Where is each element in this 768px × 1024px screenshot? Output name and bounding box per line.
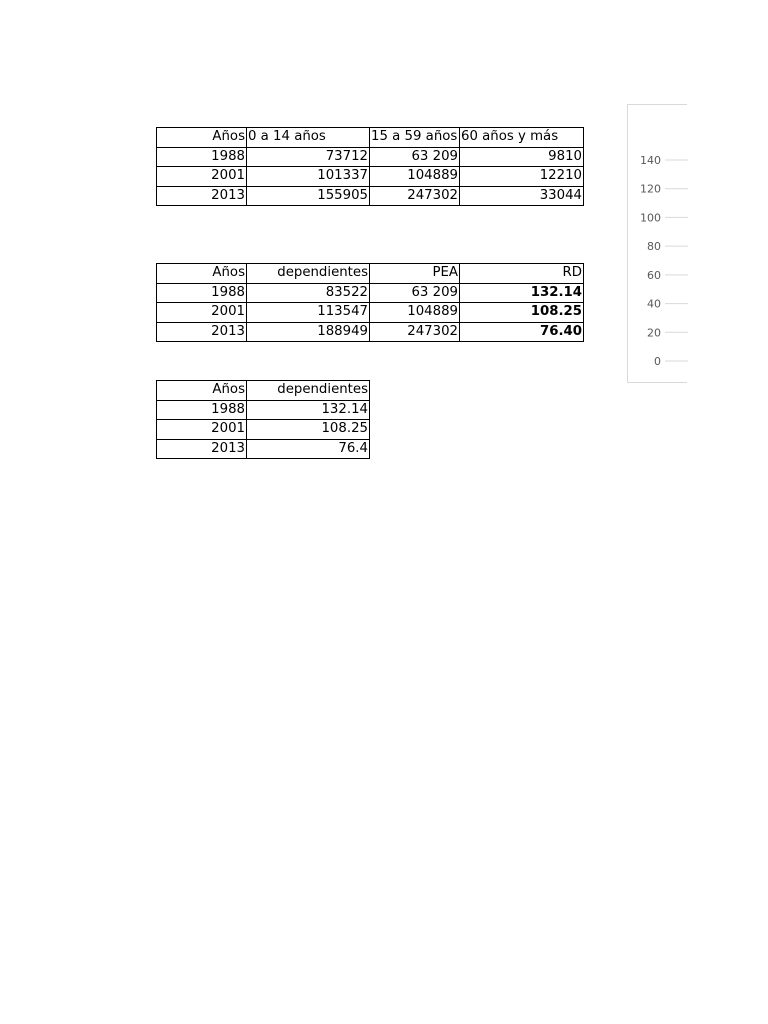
table-header-row xyxy=(157,381,370,401)
table-cell[interactable]: 104889 xyxy=(370,167,460,187)
ratio-cell[interactable]: 132.14 xyxy=(460,283,584,303)
y-tick-label: 60 xyxy=(647,268,661,282)
table-cell[interactable]: 12210 xyxy=(460,167,584,187)
table-cell[interactable]: 104889 xyxy=(370,303,460,323)
y-tick-label: 20 xyxy=(647,326,661,340)
table-cell[interactable]: 108.25 xyxy=(247,420,370,440)
table-cell[interactable]: 83522 xyxy=(247,283,370,303)
header-cell[interactable]: 60 años y más xyxy=(460,128,584,148)
table-row xyxy=(157,167,584,187)
table-cell[interactable]: 63 209 xyxy=(370,147,460,167)
table-row xyxy=(157,400,370,420)
header-cell[interactable]: PEA xyxy=(370,264,460,284)
header-cell[interactable]: RD xyxy=(460,264,584,284)
table-cell[interactable]: 9810 xyxy=(460,147,584,167)
dependency-ratio-table xyxy=(156,263,584,342)
table-row xyxy=(157,420,370,440)
header-cell[interactable]: 15 a 59 años xyxy=(370,128,460,148)
header-cell[interactable]: dependientes xyxy=(247,381,370,401)
table-row xyxy=(157,283,584,303)
table-row xyxy=(157,303,584,323)
header-cell[interactable]: Años xyxy=(157,128,247,148)
table-cell[interactable]: 113547 xyxy=(247,303,370,323)
table-cell[interactable]: 188949 xyxy=(247,322,370,342)
embedded-chart[interactable] xyxy=(627,104,687,383)
table-cell[interactable]: 132.14 xyxy=(247,400,370,420)
y-tick-label: 40 xyxy=(647,297,661,311)
table-row xyxy=(157,322,584,342)
chart-plot-area xyxy=(628,105,688,384)
table-header-row xyxy=(157,128,584,148)
table-cell[interactable]: 2001 xyxy=(157,167,247,187)
table-cell[interactable]: 2013 xyxy=(157,186,247,206)
table-row xyxy=(157,147,584,167)
y-tick-label: 80 xyxy=(647,240,661,254)
table-row xyxy=(157,186,584,206)
table-cell[interactable]: 63 209 xyxy=(370,283,460,303)
y-tick-label: 0 xyxy=(654,355,661,368)
table-cell[interactable]: 73712 xyxy=(247,147,370,167)
table-cell[interactable]: 155905 xyxy=(247,186,370,206)
table-cell[interactable]: 1988 xyxy=(157,147,247,167)
ratio-cell[interactable]: 108.25 xyxy=(460,303,584,323)
y-tick-label: 100 xyxy=(640,211,661,225)
table-cell[interactable]: 247302 xyxy=(370,186,460,206)
table-cell[interactable]: 1988 xyxy=(157,283,247,303)
header-cell[interactable]: dependientes xyxy=(247,264,370,284)
header-cell[interactable]: 0 a 14 años xyxy=(247,128,370,148)
table-cell[interactable]: 2001 xyxy=(157,303,247,323)
summary-table xyxy=(156,380,370,459)
table-cell[interactable]: 33044 xyxy=(460,186,584,206)
table-header-row xyxy=(157,264,584,284)
table-cell[interactable]: 101337 xyxy=(247,167,370,187)
y-tick-label: 140 xyxy=(640,154,661,167)
table-cell[interactable]: 1988 xyxy=(157,400,247,420)
table-cell[interactable]: 2001 xyxy=(157,420,247,440)
header-cell[interactable]: Años xyxy=(157,264,247,284)
table-cell[interactable]: 2013 xyxy=(157,322,247,342)
table-cell[interactable]: 247302 xyxy=(370,322,460,342)
ratio-cell[interactable]: 76.40 xyxy=(460,322,584,342)
header-cell[interactable]: Años xyxy=(157,381,247,401)
table-cell[interactable]: 76.4 xyxy=(247,439,370,459)
table-cell[interactable]: 2013 xyxy=(157,439,247,459)
age-groups-table xyxy=(156,127,584,206)
table-row xyxy=(157,439,370,459)
y-tick-label: 120 xyxy=(640,182,661,196)
